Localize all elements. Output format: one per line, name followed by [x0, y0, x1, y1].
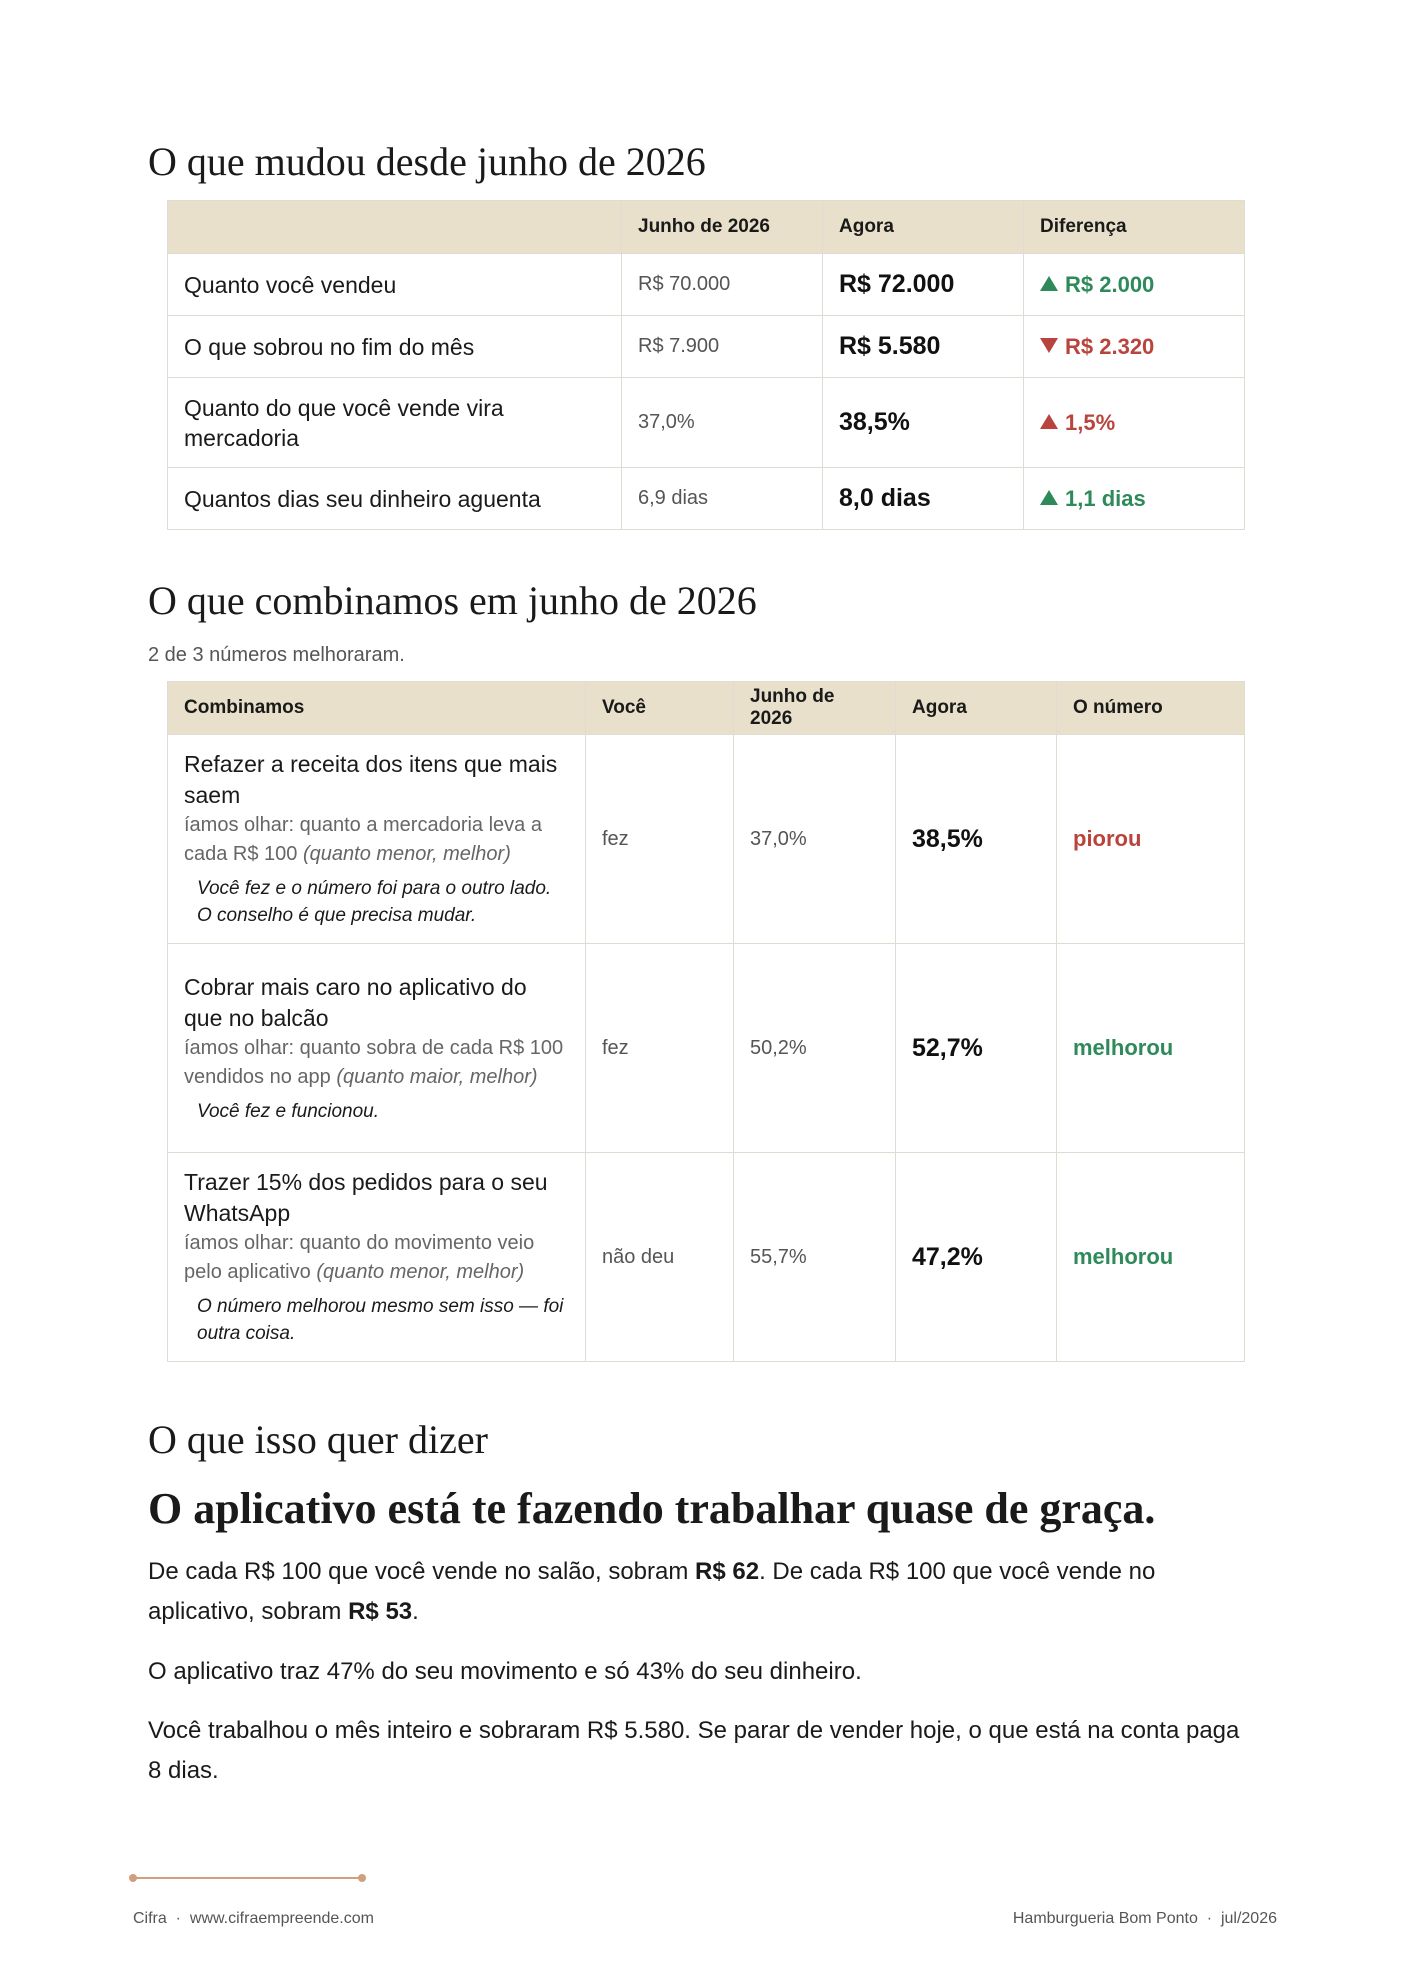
arrow-up-icon: [1040, 414, 1058, 429]
metric-past: 37,0%: [622, 378, 823, 468]
agreements-header-row: [168, 682, 1245, 735]
goal-verdict: melhorou: [1057, 944, 1245, 1153]
metric-diff: [1024, 316, 1245, 378]
changes-header-past: Junho de 2026: [622, 201, 823, 254]
table-row: [168, 1153, 1245, 1362]
goal-now: 38,5%: [896, 735, 1057, 944]
goal-note: O número melhorou mesmo sem isso — foi outra coisa.: [197, 1296, 564, 1344]
arrow-down-icon: [1040, 338, 1058, 353]
goal-verdict: piorou: [1057, 735, 1245, 944]
goal-cell: [168, 735, 586, 944]
goal-cell: [168, 1153, 586, 1362]
footer-right: Hamburgueria Bom Ponto · jul/2026: [1012, 1910, 1277, 1927]
goal-did: não deu: [586, 1153, 734, 1362]
changes-header-row: [168, 201, 1245, 254]
goal-watch-hint: (quanto menor, melhor): [316, 1261, 525, 1283]
agreements-header-goal: Combinamos: [168, 682, 586, 735]
table-row: [168, 378, 1245, 468]
paragraph-text: De cada R$ 100 que você vende no salão, sobram: [148, 1558, 696, 1585]
goal-did: fez: [586, 944, 734, 1153]
goal-did: fez: [586, 735, 734, 944]
changes-header-label: [168, 201, 622, 254]
conclusion-headline: O aplicativo está te fazendo trabalhar quase de graça.: [148, 1484, 1156, 1533]
metric-now: R$ 72.000: [823, 254, 1024, 316]
goal-watch-hint: (quanto menor, melhor): [302, 843, 511, 865]
goal-note: Você fez e funcionou.: [197, 1100, 380, 1122]
goal-past: 37,0%: [734, 735, 896, 944]
agreements-header-you: Você: [586, 682, 734, 735]
agreements-header-verdict: O número: [1057, 682, 1245, 735]
metric-label: Quanto você vendeu: [168, 254, 622, 316]
goal-watch: [184, 1034, 569, 1092]
changes-table: [167, 200, 1245, 530]
arrow-up-icon: [1040, 276, 1058, 291]
metric-diff-value: 1,1 dias: [1065, 485, 1146, 511]
paragraph-text: .: [412, 1598, 419, 1625]
section-title-meaning: O que isso quer dizer: [148, 1417, 488, 1462]
goal-watch-hint: (quanto maior, melhor): [336, 1065, 538, 1088]
section-title-changes: O que mudou desde junho de 2026: [148, 139, 706, 184]
metric-diff-value: R$ 2.320: [1065, 333, 1155, 359]
metric-diff: [1024, 468, 1245, 530]
goal-now: 52,7%: [896, 944, 1057, 1153]
goal-watch-text: íamos olhar: quanto a mercadoria leva a cada R$ 100: [184, 814, 542, 865]
footer-rule-dot: [358, 1874, 366, 1882]
metric-label: Quantos dias seu dinheiro aguenta: [168, 468, 622, 530]
metric-past: R$ 7.900: [622, 316, 823, 378]
footer-left: Cifra · www.cifraempreende.com: [133, 1910, 374, 1927]
goal-title: Cobrar mais caro no aplicativo do que no balcão: [184, 973, 527, 1031]
goal-watch: [184, 1229, 569, 1287]
table-row: [168, 735, 1245, 944]
table-row: [168, 254, 1245, 316]
metric-diff: [1024, 254, 1245, 316]
metric-diff-value: R$ 2.000: [1065, 271, 1155, 297]
footer-rule-dot: [129, 1874, 137, 1882]
metric-now: R$ 5.580: [823, 316, 1024, 378]
metric-label: Quanto do que você vende vira mercadoria: [168, 378, 622, 468]
goal-past: 55,7%: [734, 1153, 896, 1362]
metric-label: O que sobrou no fim do mês: [168, 316, 622, 378]
metric-past: 6,9 dias: [622, 468, 823, 530]
paragraph-margins: [148, 1552, 1258, 1632]
paragraph-share: O aplicativo traz 47% do seu movimento e só 43% do seu dinheiro.: [148, 1658, 862, 1685]
salon-margin-value: R$ 62: [695, 1558, 760, 1585]
goal-now: 47,2%: [896, 1153, 1057, 1362]
goal-watch-text: íamos olhar: quanto sobra de cada R$ 100 vendidos no app: [184, 1036, 564, 1088]
table-row: [168, 944, 1245, 1153]
metric-diff: [1024, 378, 1245, 468]
agreements-header-now: Agora: [896, 682, 1057, 735]
metric-now: 38,5%: [823, 378, 1024, 468]
agreements-table: [167, 681, 1245, 1362]
metric-past: R$ 70.000: [622, 254, 823, 316]
paragraph-cash: Você trabalhou o mês inteiro e sobraram R$ 5.580. Se parar de vender hoje, o que está na conta paga 8 dias.: [148, 1717, 1240, 1784]
metric-now: 8,0 dias: [823, 468, 1024, 530]
agreements-subtitle: 2 de 3 números melhoraram.: [148, 644, 405, 666]
goal-title: Refazer a receita dos itens que mais saem: [184, 751, 558, 808]
goal-watch-text: íamos olhar: quanto do movimento veio pelo aplicativo: [184, 1232, 535, 1283]
table-row: [168, 316, 1245, 378]
metric-diff-value: 1,5%: [1065, 409, 1116, 435]
goal-watch: [184, 811, 569, 869]
footer-rule: [133, 1877, 363, 1879]
changes-header-diff: Diferença: [1024, 201, 1245, 254]
app-margin-value: R$ 53: [348, 1598, 413, 1625]
agreements-header-past: Junho de 2026: [734, 682, 896, 735]
goal-title: Trazer 15% dos pedidos para o seu WhatsApp: [184, 1169, 548, 1226]
goal-note: Você fez e o número foi para o outro lado. O conselho é que precisa mudar.: [197, 878, 552, 926]
table-row: [168, 468, 1245, 530]
section-title-agreements: O que combinamos em junho de 2026: [148, 578, 757, 623]
goal-cell: [168, 944, 586, 1153]
arrow-up-icon: [1040, 490, 1058, 505]
changes-header-now: Agora: [823, 201, 1024, 254]
paragraph-text: . De cada R$ 100 que você vende no aplicativo, sobram: [148, 1558, 1156, 1625]
goal-verdict: melhorou: [1057, 1153, 1245, 1362]
goal-past: 50,2%: [734, 944, 896, 1153]
